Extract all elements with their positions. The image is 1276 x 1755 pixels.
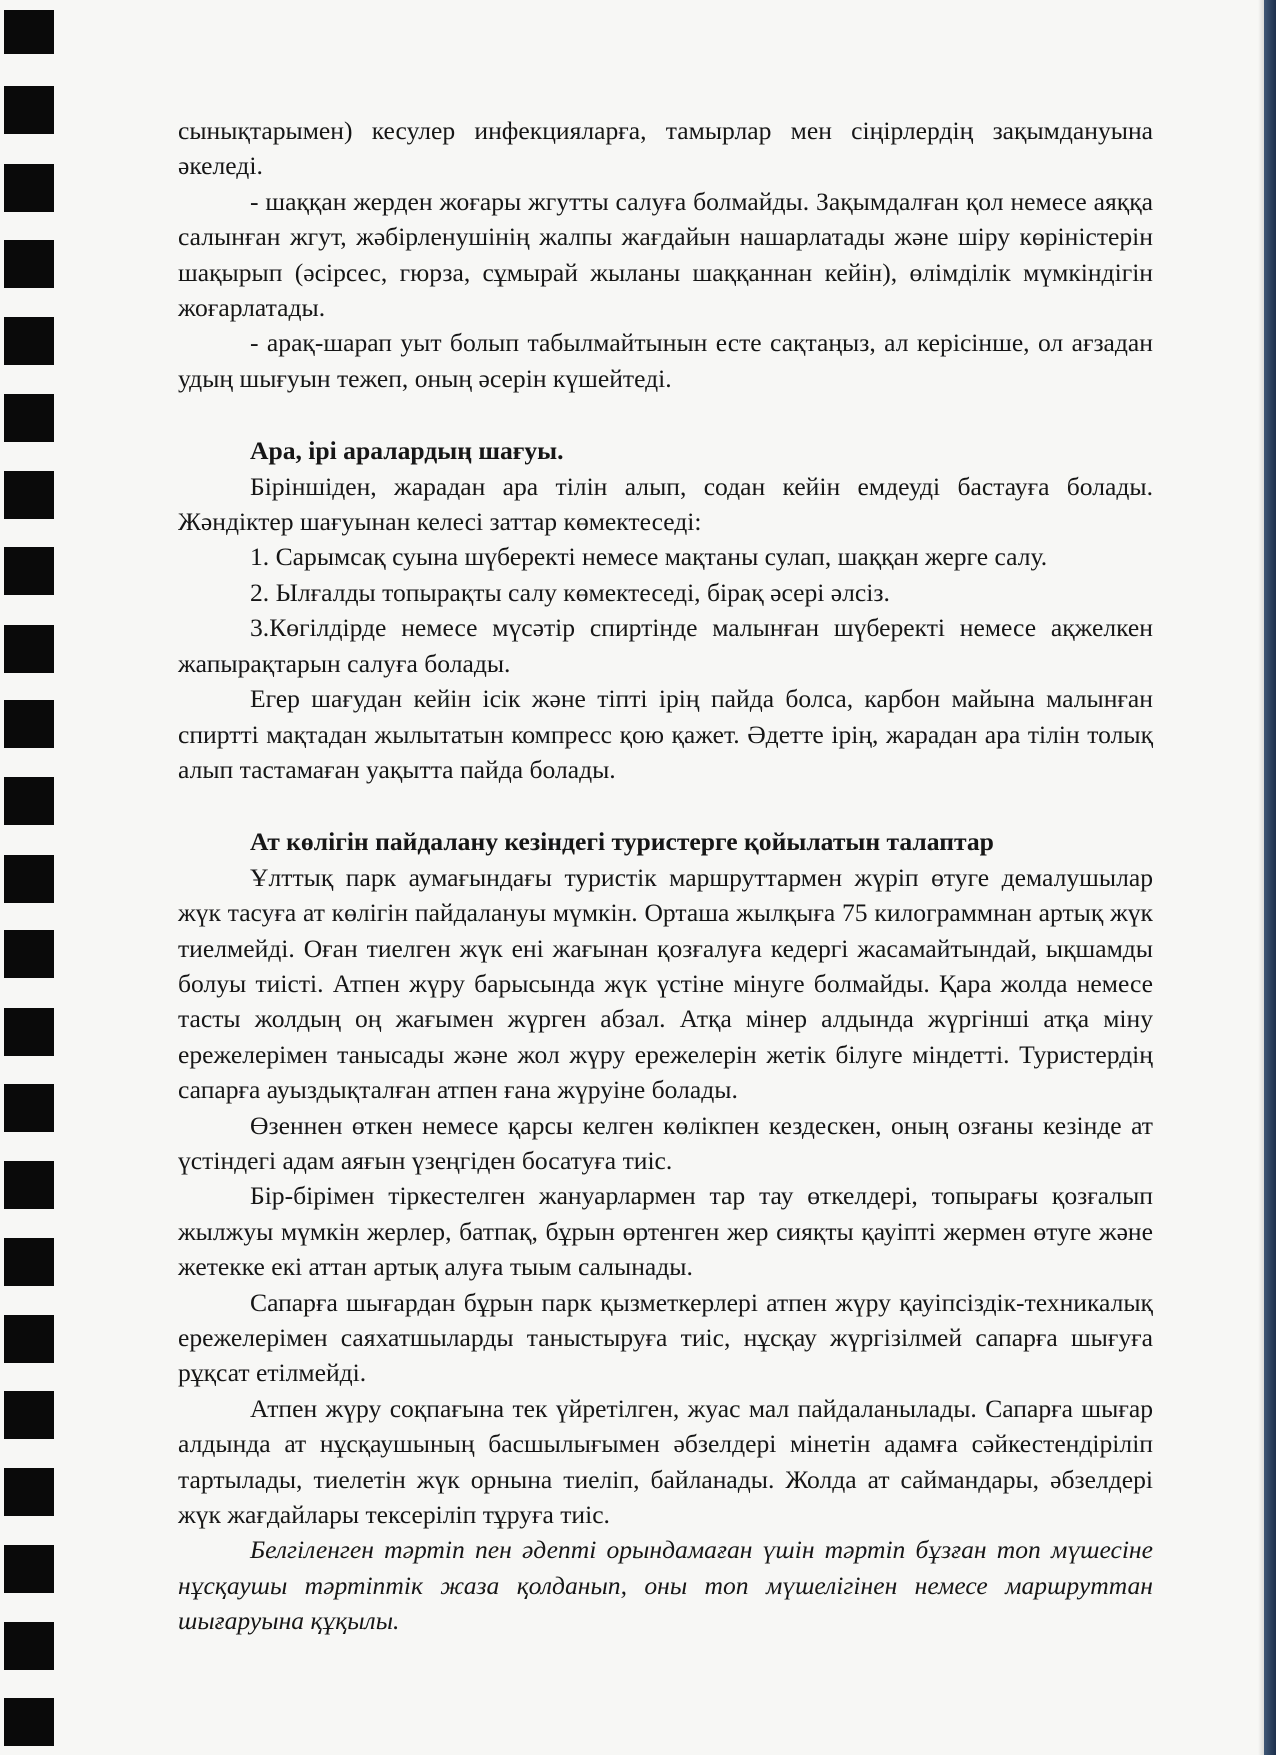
binding-hole — [4, 1008, 54, 1056]
list-item: 1. Сарымсақ суына шүберекті немесе мақтаны сулап, шаққан жерге салу. — [250, 542, 1048, 572]
intro-paragraph: сынықтарымен) кесулер инфекцияларға, тамырлар мен сіңірлердің зақымдануына әкеледі. — [178, 116, 1153, 181]
binding-hole — [4, 1545, 54, 1593]
paragraph: Бір-бірімен тіркестелген жануарлармен тар тау өткелдері, топырағы қозғалып жылжуы мүмкін жерлер, батпақ, бұрын өртенген жер сияқты қауіпті жермен өтуге және жетекке екі аттан артық алуға тыым салынады. — [178, 1181, 1153, 1282]
binding-hole — [4, 777, 54, 825]
intro-paragraph: - шаққан жерден жоғары жгутты салуға болмайды. Зақымдалған қол немесе аяққа салынған жгут, жәбірленушінің жалпы жағдайын нашарлатады және шіру көріністерін шақырып (әсірсес, гюрза, сұмырай жыланы шаққаннан кейін), өлімділік мүмкіндігін жоғарлатады. — [178, 186, 1153, 323]
page-edge — [1264, 0, 1276, 1755]
intro-paragraph: - арақ-шарап уыт болып табылмайтынын есте сақтаңыз, ал керісінше, ол ағзадан удың шығуын тежеп, оның әсерін күшейтеді. — [178, 328, 1153, 393]
spacer — [178, 396, 1153, 433]
paragraph: Атпен жүру соқпағына тек үйретілген, жуас мал пайдаланылады. Сапарға шығар алдында ат нұсқаушының басшылығымен әбзелдері мінетін адамға сәйкестендіріліп тартылады, тиелетін жүк орнына тиеліп, байланады. Жолда ат саймандары, әбзелдері жүк жағдайлары тексеріліп тұруға тиіс. — [178, 1393, 1153, 1530]
binding-hole — [4, 10, 54, 54]
binding-hole — [4, 1315, 54, 1363]
paragraph: Егер шағудан кейін ісік және тіпті ірің пайда болса, карбон майына малынған спиртті мақтадан жылытатын компресс қою қажет. Әдетте ірің, жарадан ара тілін толық алып тастамаған уақытта пайда болады. — [178, 684, 1153, 784]
document-page — [178, 113, 1153, 1639]
binding-hole — [4, 1698, 54, 1746]
binding-hole — [4, 317, 54, 365]
binding-hole — [4, 547, 54, 595]
binding-hole — [4, 1468, 54, 1516]
section-heading-bee-stings: Ара, ірі аралардың шағуы. — [250, 436, 564, 466]
binding-hole — [4, 1084, 54, 1132]
binding-hole — [4, 700, 54, 748]
paragraph: Өзеннен өткен немесе қарсы келген көлікпен кездескен, оның озғаны кезінде ат үстіндегі адам аяғын үзеңгіден босатуға тиіс. — [178, 1110, 1153, 1175]
binding-hole — [4, 1238, 54, 1286]
section-heading-horse-transport: Ат көлігін пайдалану кезіндегі туристерге қойылатын талаптар — [250, 827, 994, 857]
binding-hole — [4, 164, 54, 212]
italic-paragraph: Белгіленген тәртіп пен әдепті орындамаған үшін тәртіп бұзған топ мүшесіне нұсқаушы тәртіптік жаза қолданып, оны топ мүшелігінен немесе маршруттан шығаруына құқылы. — [178, 1535, 1153, 1636]
binding-hole — [4, 1622, 54, 1670]
binding-hole — [4, 930, 54, 978]
binding-hole — [4, 394, 54, 442]
paragraph: Біріншіден, жарадан ара тілін алып, содан кейін емдеуді бастауға болады. Жәндіктер шағуынан келесі заттар көмектеседі: — [178, 471, 1153, 537]
binding-hole — [4, 86, 54, 134]
binding-hole — [4, 625, 54, 673]
paragraph: Ұлттық парк аумағындағы туристік маршруттармен жүріп өтуге демалушылар жүк тасуға ат көлігін пайдалануы мүмкін. Орташа жылқыға 75 килограммнан артық жүк тиелмейді. Оған тиелген жүк ені жағынан қозғалуға кедергі жасамайтындай, ықшамды болуы тиісті. Атпен жүру барысында жүк үстіне мінуге болмайды. Қара жолда немесе тасты жолдың оң жағымен жүрген абзал. Атқа мінер алдында жүргінші атқа міну ережелерімен танысады және жол жүру ережелерін жетік білуге міндетті. Туристердің сапарға ауыздықталған атпен ғана жүруіне болады. — [178, 862, 1153, 1105]
list-item: 2. Ылғалды топырақты салу көмектеседі, бірақ әсері әлсіз. — [250, 577, 890, 607]
binding-hole — [4, 1161, 54, 1209]
spiral-binding — [0, 0, 70, 1755]
binding-hole — [4, 1391, 54, 1439]
binding-hole — [4, 471, 54, 519]
list-item: 3.Көгілдірде немесе мүсәтір спиртінде малынған шүберекті немесе ақжелкен жапырақтарын салуға болады. — [178, 613, 1153, 678]
binding-hole — [4, 855, 54, 903]
spacer — [178, 787, 1153, 824]
binding-hole — [4, 240, 54, 288]
paragraph: Сапарға шығардан бұрын парк қызметкерлері атпен жүру қауіпсіздік-техникалық ережелерімен саяхатшыларды таныстыруға тиіс, нұсқау жүргізілмей сапарға шығуға рұқсат етілмейді. — [178, 1287, 1153, 1388]
